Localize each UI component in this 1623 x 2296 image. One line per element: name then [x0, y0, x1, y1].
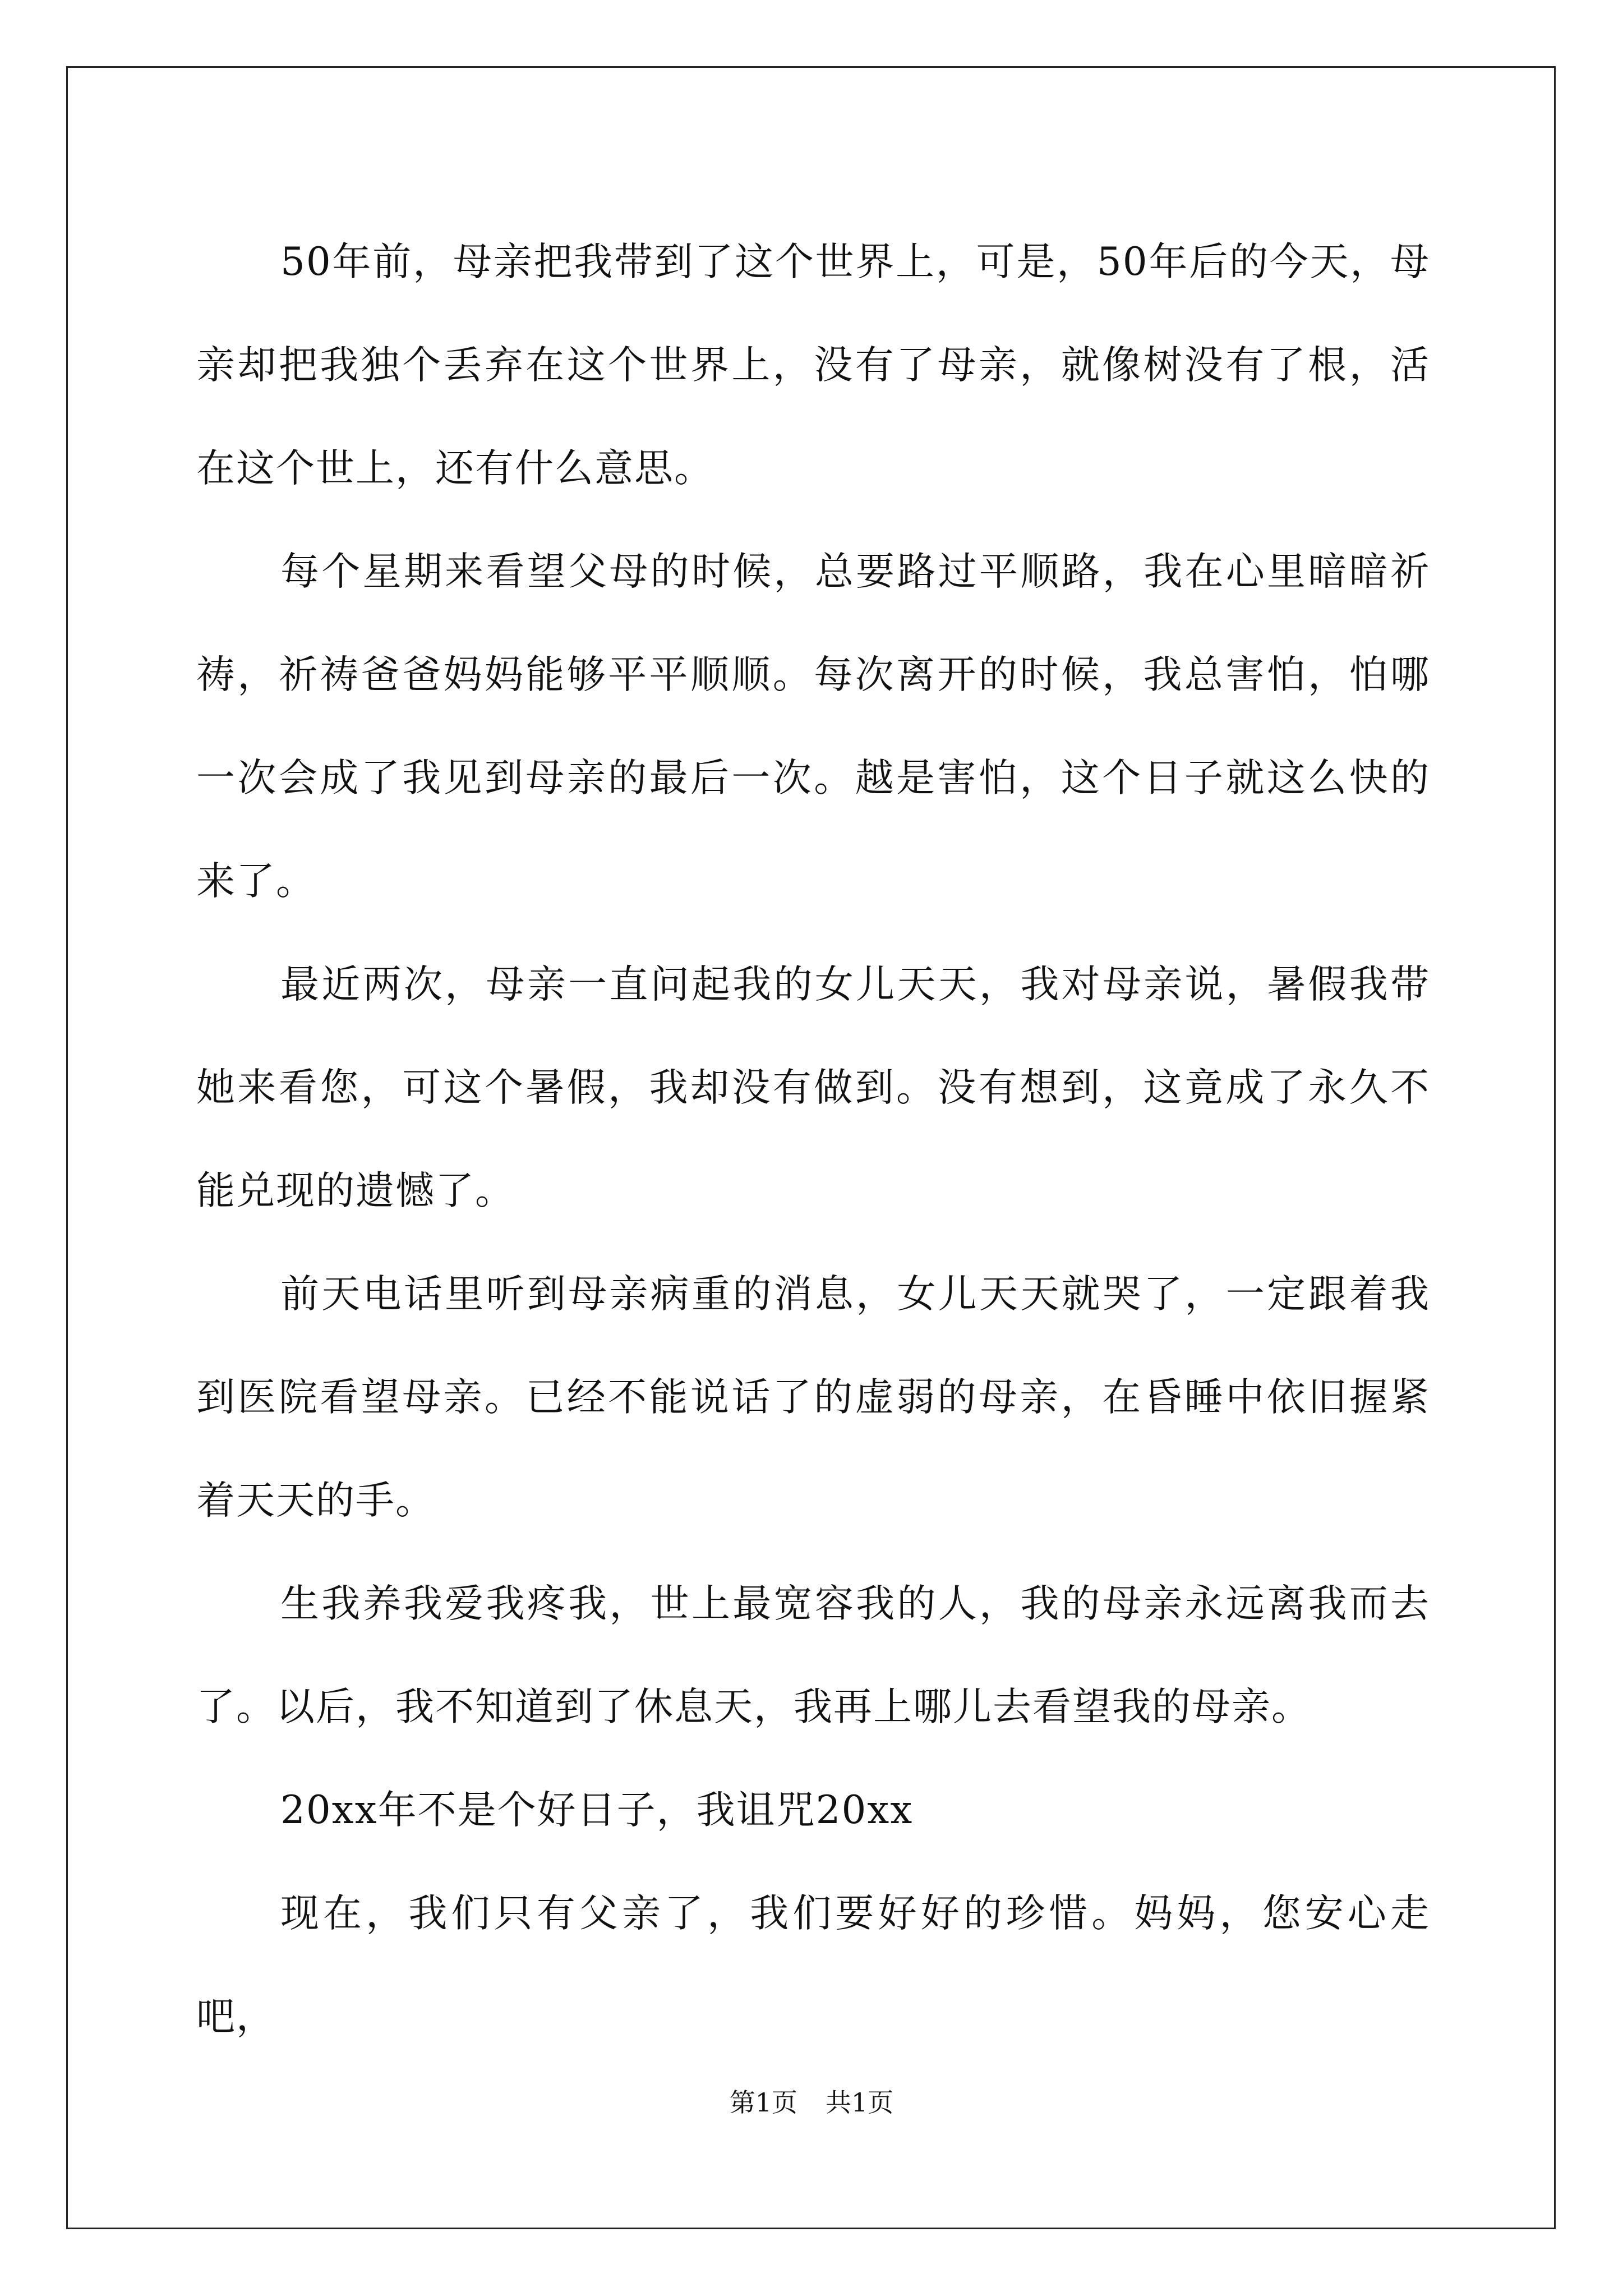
paragraph-5: 生我养我爱我疼我，世上最宽容我的人，我的母亲永远离我而去了。以后，我不知道到了休息天，我再上哪儿去看望我的母亲。 [196, 1581, 1430, 1729]
page-number-current: 第1页 [729, 2087, 797, 2118]
document-body [196, 210, 1430, 2068]
paragraph-3: 最近两次，母亲一直问起我的女儿天天，我对母亲说，暑假我带她来看您，可这个暑假，我却没有做到。没有想到，这竟成了永久不能兑现的遗憾了。 [196, 962, 1430, 1213]
paragraph-7: 现在，我们只有父亲了，我们要好好的珍惜。妈妈，您安心走吧， [196, 1891, 1430, 2039]
paragraph-6: 20xx年不是个好日子，我诅咒20xx [280, 1788, 914, 1833]
paragraph-4: 前天电话里听到母亲病重的消息，女儿天天就哭了，一定跟着我到医院看望母亲。已经不能说话了的虚弱的母亲，在昏睡中依旧握紧着天天的手。 [196, 1272, 1430, 1523]
page-footer [0, 2086, 1623, 2119]
paragraph-2: 每个星期来看望父母的时候，总要路过平顺路，我在心里暗暗祈祷，祈祷爸爸妈妈能够平平顺顺。每次离开的时候，我总害怕，怕哪一次会成了我见到母亲的最后一次。越是害怕，这个日子就这么快的来了。 [196, 549, 1430, 904]
page-number-total: 共1页 [826, 2087, 894, 2118]
paragraph-1: 50年前，母亲把我带到了这个世界上，可是，50年后的今天，母亲却把我独个丢弃在这个世界上，没有了母亲，就像树没有了根，活在这个世上，还有什么意思。 [196, 240, 1430, 491]
